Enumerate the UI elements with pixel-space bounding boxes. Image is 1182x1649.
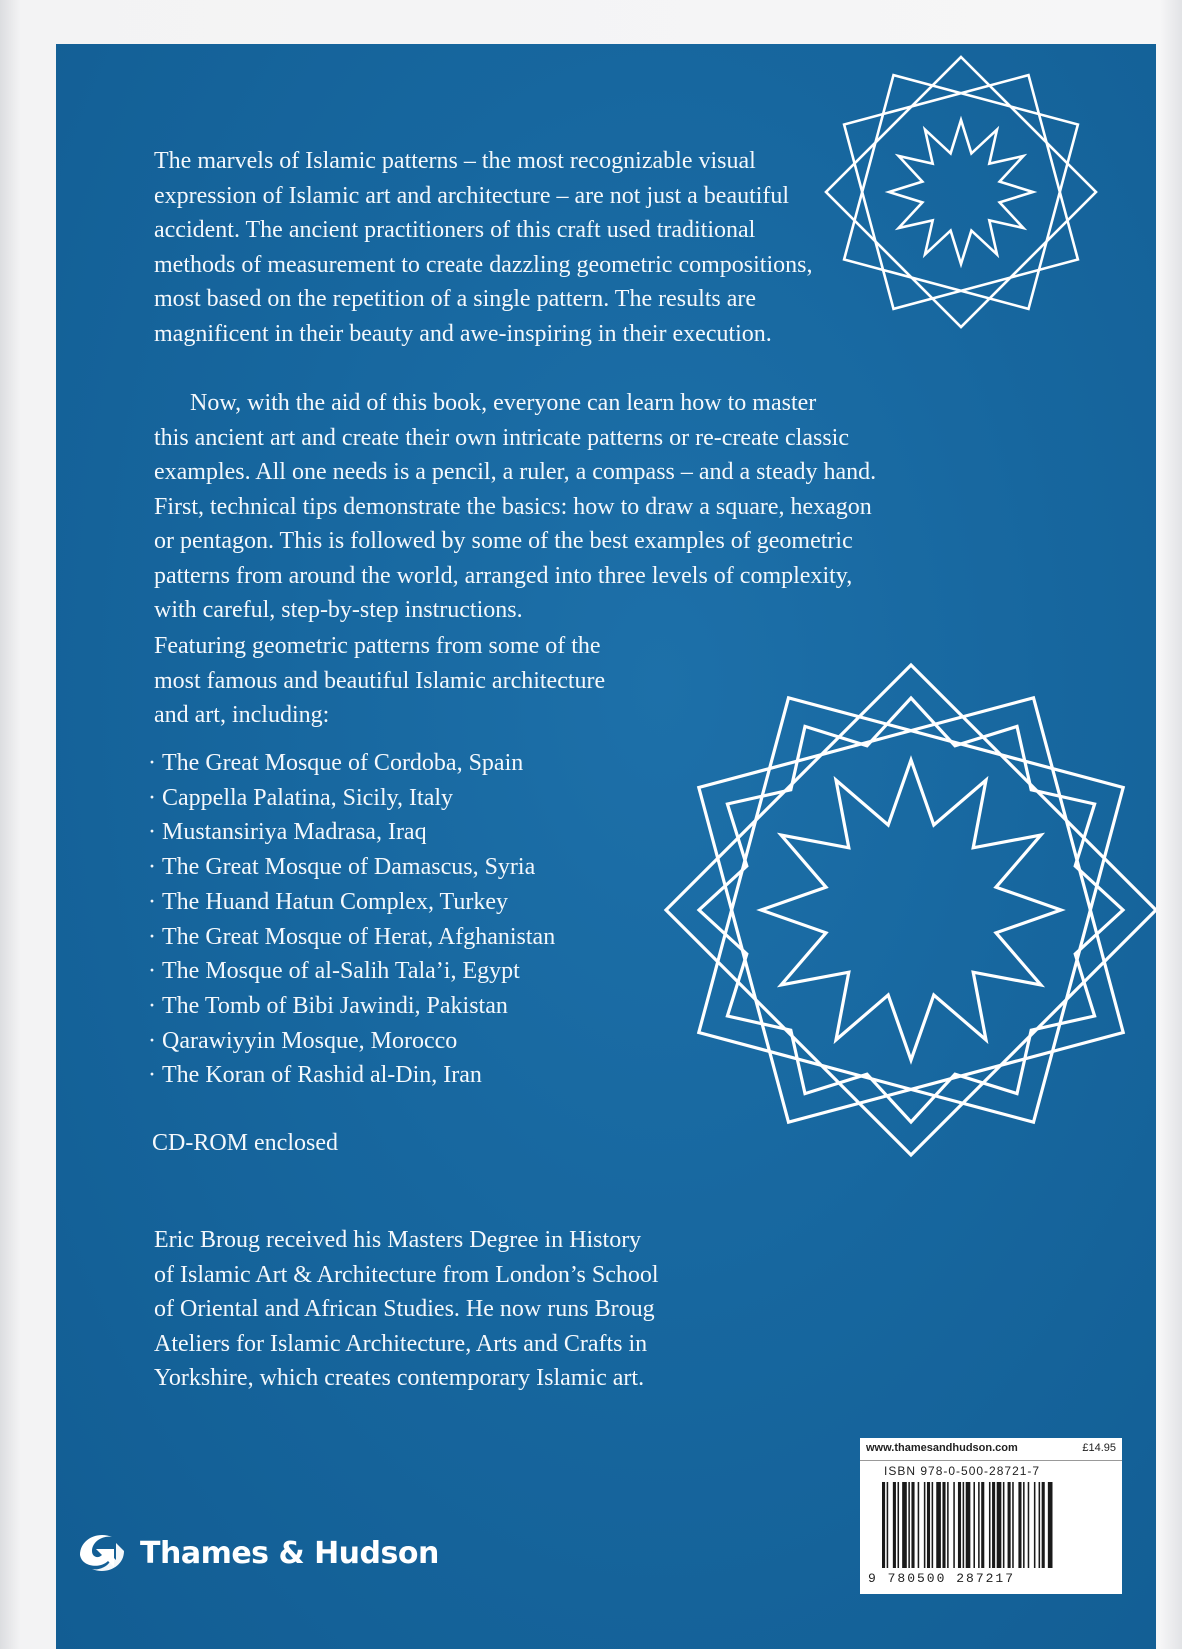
barcode-bar bbox=[1003, 1482, 1005, 1568]
bullet: · bbox=[148, 923, 156, 950]
bullet: · bbox=[148, 750, 156, 776]
location-name: The Great Mosque of Herat, Afghanistan bbox=[162, 923, 556, 950]
location-name: The Koran of Rashid al-Din, Iran bbox=[162, 1062, 482, 1089]
intro-line: methods of measurement to create dazzling geometric compositions, bbox=[154, 251, 813, 278]
barcode-bar bbox=[958, 1482, 961, 1568]
barcode-bar bbox=[1048, 1482, 1053, 1568]
barcode-bar bbox=[978, 1482, 980, 1568]
barcode-bar bbox=[992, 1482, 995, 1568]
barcode-bar bbox=[936, 1482, 941, 1568]
barcode-bar bbox=[953, 1482, 955, 1568]
isbn-text: ISBN 978-0-500-28721-7 bbox=[884, 1464, 1041, 1478]
intro-line: accident. The ancient practitioners of this craft used traditional bbox=[154, 217, 756, 243]
list-item bbox=[148, 1058, 748, 1093]
label-divider bbox=[860, 1460, 1122, 1461]
location-name: The Huand Hatun Complex, Turkey bbox=[162, 888, 508, 915]
barcode-digits: 9 780500 287217 bbox=[868, 1571, 1016, 1586]
barcode-bar bbox=[963, 1482, 965, 1568]
bullet: · bbox=[148, 958, 156, 985]
pattern-star bbox=[761, 760, 1061, 1060]
barcode-bar bbox=[942, 1482, 945, 1568]
barcode-bar bbox=[887, 1482, 889, 1568]
how-to-line: or pentagon. This is followed by some of the best examples of geometric bbox=[154, 528, 853, 554]
cd-rom-note: CD-ROM enclosed bbox=[152, 1130, 338, 1156]
publisher-url: www.thamesandhudson.com bbox=[866, 1442, 1018, 1454]
intro-line: expression of Islamic art and architecture – are not just a beautiful bbox=[154, 182, 790, 209]
barcode-bar bbox=[973, 1482, 975, 1568]
bullet: · bbox=[148, 1062, 156, 1089]
bullet: · bbox=[148, 992, 156, 1019]
location-name: The Great Mosque of Cordoba, Spain bbox=[162, 750, 524, 776]
bullet: · bbox=[148, 819, 156, 846]
price-label bbox=[860, 1438, 1122, 1594]
barcode-bar bbox=[893, 1482, 896, 1568]
featuring-paragraph bbox=[154, 629, 694, 733]
barcode-bar bbox=[947, 1482, 949, 1568]
back-cover bbox=[56, 44, 1156, 1649]
location-name: Mustansiriya Madrasa, Iraq bbox=[162, 819, 427, 846]
list-item bbox=[148, 989, 748, 1024]
bullet: · bbox=[148, 1027, 156, 1054]
featuring-line: Featuring geometric patterns from some of the bbox=[154, 633, 601, 659]
how-to-paragraph bbox=[154, 386, 954, 628]
barcode-bar bbox=[902, 1482, 907, 1568]
list-item bbox=[148, 920, 748, 955]
author-bio bbox=[154, 1223, 734, 1396]
barcode-bar bbox=[1039, 1482, 1041, 1568]
barcode-bar bbox=[898, 1482, 900, 1568]
intro-line: magnificent in their beauty and awe-inspiring in their execution. bbox=[154, 320, 772, 347]
intro-paragraph bbox=[154, 144, 914, 351]
barcode-bar bbox=[966, 1482, 971, 1568]
location-name: Cappella Palatina, Sicily, Italy bbox=[162, 784, 454, 811]
how-to-line: patterns from around the world, arranged into three levels of complexity, bbox=[154, 562, 853, 589]
how-to-line: with careful, step-by-step instructions. bbox=[154, 597, 523, 623]
swirl-logo-icon bbox=[74, 1527, 130, 1579]
barcode-bar bbox=[1034, 1482, 1036, 1568]
bio-line: of Islamic Art & Architecture from London’s School bbox=[154, 1261, 659, 1288]
barcode-bar bbox=[1012, 1482, 1014, 1568]
barcode-bar bbox=[927, 1482, 930, 1568]
publisher-logo bbox=[74, 1527, 439, 1579]
bio-line: Yorkshire, which creates contemporary Islamic art. bbox=[154, 1365, 645, 1391]
how-to-line: this ancient art and create their own intricate patterns or re-create classic bbox=[154, 424, 849, 451]
barcode-bar bbox=[882, 1482, 885, 1568]
bio-line: of Oriental and African Studies. He now runs Broug bbox=[154, 1296, 655, 1322]
barcode-bar bbox=[932, 1482, 934, 1568]
location-name: The Tomb of Bibi Jawindi, Pakistan bbox=[162, 992, 508, 1019]
barcode-bar bbox=[918, 1482, 920, 1568]
barcode-bar bbox=[924, 1482, 926, 1568]
barcode-bar bbox=[989, 1482, 991, 1568]
barcode-bar bbox=[1008, 1482, 1011, 1568]
barcode-bar bbox=[1023, 1482, 1025, 1568]
publisher-name: Thames & Hudson bbox=[140, 1535, 439, 1571]
list-item bbox=[148, 781, 748, 816]
list-item bbox=[148, 815, 748, 850]
price: £14.95 bbox=[1082, 1442, 1116, 1454]
barcode-bar bbox=[1028, 1482, 1030, 1568]
featuring-line: most famous and beautiful Islamic architecture bbox=[154, 667, 606, 694]
bullet: · bbox=[148, 784, 156, 811]
bio-line: Ateliers for Islamic Architecture, Arts and Crafts in bbox=[154, 1330, 648, 1357]
location-name: The Great Mosque of Damascus, Syria bbox=[162, 854, 536, 881]
barcode-bar bbox=[997, 1482, 1002, 1568]
list-item bbox=[148, 1024, 748, 1059]
locations-list bbox=[148, 746, 748, 1093]
barcode-bar bbox=[981, 1482, 984, 1568]
how-to-line: First, technical tips demonstrate the basics: how to draw a square, hexagon bbox=[154, 493, 872, 520]
intro-line: most based on the repetition of a single pattern. The results are bbox=[154, 286, 757, 312]
how-to-line: examples. All one needs is a pencil, a ruler, a compass – and a steady hand. bbox=[154, 459, 877, 485]
barcode bbox=[882, 1482, 1104, 1570]
list-item bbox=[148, 885, 748, 920]
intro-line: The marvels of Islamic patterns – the most recognizable visual bbox=[154, 148, 756, 174]
list-item bbox=[148, 850, 748, 885]
how-to-line: Now, with the aid of this book, everyone can learn how to master bbox=[190, 390, 817, 416]
bio-line: Eric Broug received his Masters Degree in History bbox=[154, 1227, 642, 1253]
list-item bbox=[148, 746, 748, 781]
barcode-bar bbox=[1042, 1482, 1045, 1568]
location-name: The Mosque of al-Salih Tala’i, Egypt bbox=[162, 958, 520, 985]
location-name: Qarawiyyin Mosque, Morocco bbox=[162, 1027, 458, 1054]
featuring-line: and art, including: bbox=[154, 702, 330, 728]
bullet: · bbox=[148, 888, 156, 915]
list-item bbox=[148, 954, 748, 989]
barcode-bar bbox=[911, 1482, 914, 1568]
barcode-bar bbox=[908, 1482, 910, 1568]
bullet: · bbox=[148, 854, 156, 881]
barcode-bar bbox=[1018, 1482, 1021, 1568]
